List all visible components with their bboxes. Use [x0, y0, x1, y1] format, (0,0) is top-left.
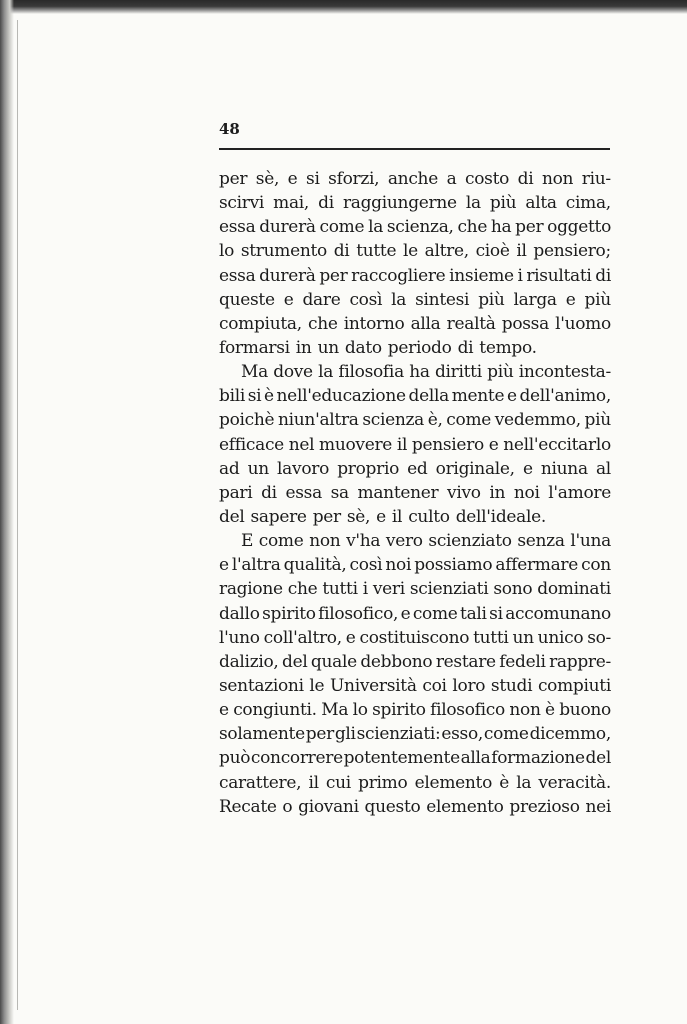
word: per	[319, 265, 348, 286]
word: più	[584, 289, 611, 310]
word: dallo	[219, 603, 260, 624]
word: potentemente	[343, 748, 460, 769]
word: realtà	[446, 313, 496, 334]
text-line	[219, 457, 611, 481]
word: il	[516, 241, 527, 262]
word: concorrere	[250, 748, 343, 769]
word: restare	[435, 651, 496, 672]
word: che	[287, 579, 318, 600]
word: nell'educazione	[276, 386, 406, 407]
text-line	[219, 795, 611, 819]
word: la	[368, 217, 384, 238]
word: tempo.	[479, 337, 537, 358]
word: riu-	[581, 169, 611, 189]
word: formarsi	[219, 337, 290, 358]
word: sapere	[250, 506, 307, 527]
word: sè,	[346, 506, 371, 527]
word: muovere	[319, 434, 393, 455]
word: non	[541, 169, 574, 189]
word: altre,	[424, 241, 469, 262]
word: nell'eccitarlo	[503, 434, 611, 455]
word: di	[261, 482, 277, 503]
word: non	[309, 531, 341, 552]
word: si	[306, 169, 320, 189]
word: congiunti.	[233, 700, 317, 721]
word: cioè	[475, 241, 510, 262]
word: nei	[585, 796, 611, 817]
word: e	[565, 289, 576, 310]
word: gli	[334, 724, 356, 745]
word: l'una	[570, 531, 611, 552]
word: possiamo	[414, 555, 493, 576]
word: scienziati:	[356, 724, 441, 745]
word: ed	[407, 458, 428, 479]
word: questo	[364, 796, 421, 817]
word: dell'ideale.	[455, 506, 546, 527]
word: il	[391, 506, 403, 527]
word: del	[281, 651, 308, 672]
word: sforzi,	[328, 169, 380, 189]
word: che	[457, 217, 488, 238]
word: accomunano	[505, 603, 611, 624]
word: so-	[587, 627, 611, 648]
word: primo	[358, 772, 408, 793]
word: coi	[422, 675, 447, 696]
word: un	[317, 337, 339, 358]
word: per	[312, 506, 341, 527]
word: rappre-	[549, 651, 611, 672]
word: di	[595, 265, 611, 286]
word: Università	[330, 675, 417, 696]
word: e	[506, 386, 517, 407]
text-line	[219, 336, 611, 360]
word: del	[219, 506, 245, 527]
word: possa	[501, 313, 549, 334]
word: ha	[490, 217, 512, 238]
word: come	[258, 531, 304, 552]
word: ha	[409, 362, 430, 383]
word: per	[515, 217, 544, 238]
word: insieme	[449, 265, 514, 286]
word: spirito	[262, 603, 316, 624]
word: di	[318, 193, 334, 214]
word: poichè	[219, 410, 275, 431]
word: o	[282, 796, 293, 817]
word: fedeli	[499, 651, 546, 672]
word: scienza	[362, 410, 425, 431]
word: proprio	[337, 458, 400, 479]
word: elemento	[414, 772, 493, 793]
word: la	[516, 772, 532, 793]
word: buono	[559, 700, 611, 721]
word: sono	[493, 579, 533, 600]
word: scirvi	[219, 193, 265, 214]
word: veri	[372, 579, 405, 600]
text-line	[219, 312, 611, 336]
word: mantener	[357, 482, 439, 503]
word: studi	[490, 675, 533, 696]
word: e	[219, 700, 229, 721]
word: periodo	[387, 337, 452, 358]
word: della	[408, 386, 449, 407]
word: pari	[219, 482, 253, 503]
word: filosofico,	[318, 603, 399, 624]
word: l'uomo	[555, 313, 611, 334]
word: noi	[513, 482, 540, 503]
text-line	[219, 553, 611, 577]
word: la	[391, 289, 407, 310]
word: e	[400, 603, 411, 624]
word: e	[488, 434, 499, 455]
word: durerà	[259, 265, 316, 286]
word: e	[283, 289, 294, 310]
word: efficace	[219, 434, 284, 455]
word: così	[349, 289, 383, 310]
word: culto	[408, 506, 450, 527]
word: compiuta,	[219, 313, 302, 334]
word: vivo	[447, 482, 481, 503]
word: è	[545, 700, 555, 721]
text-line	[219, 698, 611, 722]
word: originale,	[435, 458, 515, 479]
word: niun'altra	[278, 410, 359, 431]
text-line	[219, 577, 611, 601]
word: le	[402, 241, 418, 262]
word: come	[319, 217, 365, 238]
word: elemento	[426, 796, 504, 817]
text-line	[219, 505, 611, 529]
text-line	[219, 746, 611, 770]
page-number: 48	[219, 120, 240, 138]
word: è	[264, 386, 274, 407]
word: debbono	[360, 651, 433, 672]
word: sintesi	[415, 289, 470, 310]
word: mente	[451, 386, 505, 407]
text-line	[219, 771, 611, 795]
text-line	[219, 722, 611, 746]
word: lo	[219, 241, 235, 262]
word: vero	[385, 531, 423, 552]
header-rule	[219, 148, 610, 150]
word: anche	[387, 169, 438, 189]
word: Ma	[321, 700, 349, 721]
word: coll'altro,	[263, 627, 342, 648]
word: tutte	[356, 241, 397, 262]
text-line	[219, 674, 611, 698]
scan-binding-line	[17, 20, 18, 1010]
text-line	[219, 288, 611, 312]
word: il	[396, 434, 408, 455]
word: di	[517, 169, 534, 189]
word: ragione	[219, 579, 283, 600]
word: è,	[427, 410, 443, 431]
word: lo	[352, 700, 368, 721]
word: durerà	[259, 217, 316, 238]
word: Recate	[219, 796, 277, 817]
body-text	[219, 167, 611, 819]
word: al	[595, 458, 611, 479]
word: niuna	[540, 458, 588, 479]
word: sè,	[255, 169, 280, 189]
text-line	[219, 529, 611, 553]
word: pensiero	[411, 434, 484, 455]
word: diritti	[434, 362, 482, 383]
word: tali	[460, 603, 487, 624]
word: esso,	[441, 724, 484, 745]
word: essa	[219, 217, 256, 238]
word: l'altra	[231, 555, 281, 576]
word: unico	[537, 627, 584, 648]
word: incontesta-	[518, 362, 611, 383]
word: sa	[330, 482, 349, 503]
word: e	[376, 506, 386, 527]
word: risultati	[526, 265, 592, 286]
word: in	[489, 482, 506, 503]
word: costituiscono	[359, 627, 470, 648]
text-line	[219, 264, 611, 288]
text-line	[219, 384, 611, 408]
scan-left-border	[0, 0, 14, 1024]
word: e	[287, 169, 298, 189]
text-line	[219, 239, 611, 263]
word: per	[219, 169, 248, 189]
word: si	[489, 603, 503, 624]
word: scienza,	[386, 217, 454, 238]
word: cui	[325, 772, 351, 793]
word: Ma	[241, 362, 268, 383]
text-line	[219, 481, 611, 505]
text-line	[219, 433, 611, 457]
text-line	[219, 360, 611, 384]
word: tutti	[473, 627, 509, 648]
word: senza	[517, 531, 565, 552]
word: un	[247, 458, 269, 479]
word: come	[412, 603, 458, 624]
word: solamente	[219, 724, 305, 745]
word: tutti	[322, 579, 358, 600]
word: raccogliere	[351, 265, 446, 286]
word: scienziati	[409, 579, 489, 600]
word: compiuti	[537, 675, 611, 696]
word: dato	[344, 337, 382, 358]
word: quale	[310, 651, 357, 672]
text-line	[219, 602, 611, 626]
word: di	[457, 337, 474, 358]
word: strumento	[240, 241, 327, 262]
word: come	[446, 410, 492, 431]
word: dalizio,	[219, 651, 279, 672]
word: formazione	[491, 748, 585, 769]
word: è	[499, 772, 509, 793]
word: dicemmo,	[529, 724, 611, 745]
word: e	[522, 458, 533, 479]
word: v'ha	[346, 531, 381, 552]
word: di	[333, 241, 350, 262]
word: il	[308, 772, 319, 793]
word: raggiungerne	[342, 193, 457, 214]
word: scienziato	[428, 531, 512, 552]
text-line	[219, 650, 611, 674]
word: in	[295, 337, 312, 358]
word: prezioso	[509, 796, 580, 817]
word: alla	[410, 313, 441, 334]
word: essa	[219, 265, 256, 286]
word: veracità.	[538, 772, 611, 793]
word: mai,	[273, 193, 310, 214]
word: dove	[273, 362, 313, 383]
word: loro	[452, 675, 486, 696]
word: ad	[219, 458, 240, 479]
word: alla	[460, 748, 491, 769]
word: e	[219, 555, 229, 576]
text-line	[219, 626, 611, 650]
word: lavoro	[277, 458, 330, 479]
word: per	[305, 724, 334, 745]
word: intorno	[343, 313, 405, 334]
word: E	[241, 531, 254, 552]
word: un	[512, 627, 534, 648]
word: la	[465, 193, 481, 214]
word: non	[509, 700, 541, 721]
word: del	[585, 748, 611, 769]
word: come	[483, 724, 529, 745]
word: costo	[465, 169, 510, 189]
word: l'uno	[219, 627, 260, 648]
scan-top-border	[0, 0, 687, 14]
word: l'amore	[548, 482, 611, 503]
word: cima,	[565, 193, 611, 214]
word: la	[318, 362, 334, 383]
word: giovani	[298, 796, 359, 817]
word: queste	[219, 289, 275, 310]
text-line	[219, 191, 611, 215]
word: dare	[302, 289, 341, 310]
word: filosofia	[338, 362, 404, 383]
word: affermare	[495, 555, 579, 576]
word: noi	[385, 555, 412, 576]
word: più	[489, 193, 517, 214]
word: oggetto	[547, 217, 611, 238]
word: sentazioni	[219, 675, 304, 696]
word: può	[219, 748, 251, 769]
word: dominati	[537, 579, 611, 600]
word: alta	[525, 193, 557, 214]
word: i	[517, 265, 523, 286]
word: dell'animo,	[519, 386, 611, 407]
word: con	[581, 555, 611, 576]
word: vedemmo,	[494, 410, 581, 431]
word: nel	[288, 434, 315, 455]
word: filosofico	[430, 700, 505, 721]
word: più	[487, 362, 514, 383]
word: larga	[513, 289, 557, 310]
text-line	[219, 408, 611, 432]
word: essa	[285, 482, 322, 503]
word: i	[362, 579, 368, 600]
text-line	[219, 167, 611, 191]
word: così	[349, 555, 383, 576]
word: si	[247, 386, 262, 407]
word: spirito	[372, 700, 426, 721]
word: le	[309, 675, 325, 696]
word: più	[584, 410, 611, 431]
word: e	[345, 627, 356, 648]
word: carattere,	[219, 772, 302, 793]
word: pensiero;	[533, 241, 611, 262]
word: che	[307, 313, 338, 334]
text-line	[219, 215, 611, 239]
word: bili	[219, 386, 245, 407]
word: a	[446, 169, 457, 189]
word: più	[478, 289, 505, 310]
word: qualità,	[283, 555, 347, 576]
